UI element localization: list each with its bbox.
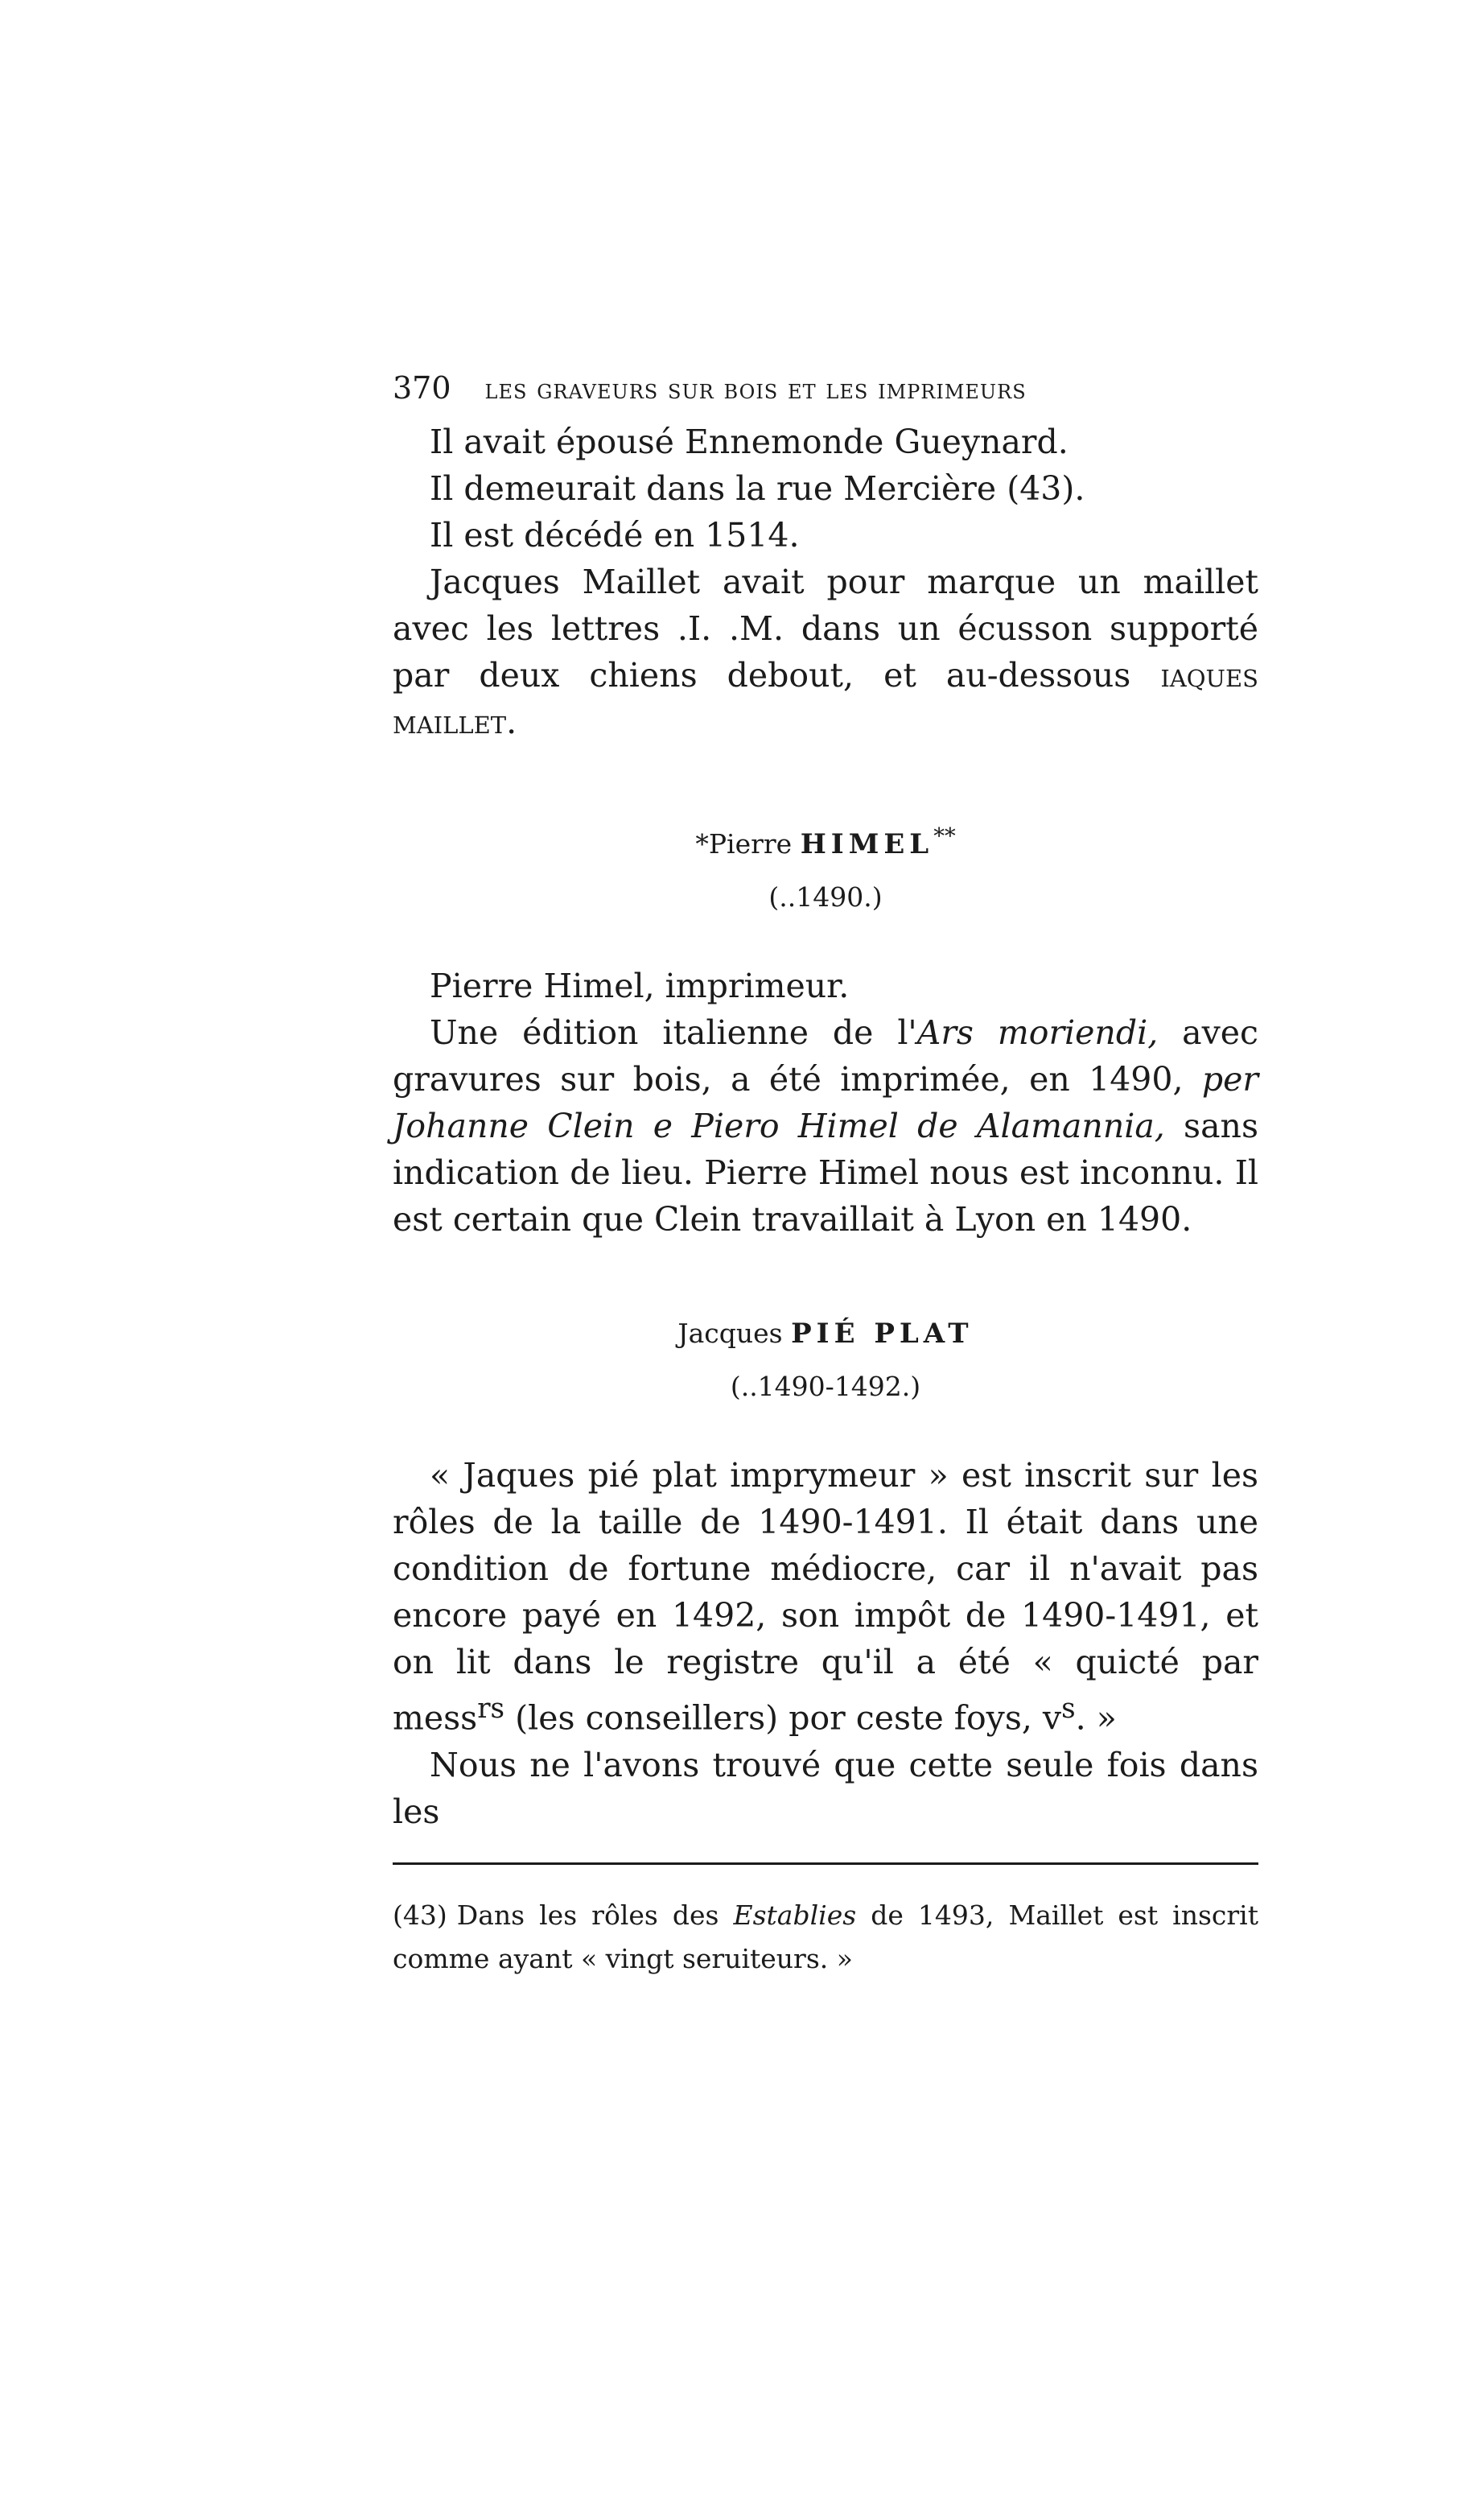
colophon-quote: per Johanne Clein e Piero Himel de Alamannia, [393,1060,1258,1145]
maillet-mark: Jacques Maillet avait pour marque un maillet avec les lettres .I. .M. dans un écusson supporté par deux chiens debout, et au-dessous iaques maillet. [393,563,1258,741]
himel-paragraph-2: Une édition italienne de l'Ars moriendi, avec gravures sur bois, a été imprimée, en 1490, per Johanne Clein e Piero Himel de Alamannia, sans indication de lieu. Pierre Himel nous est inconnu. Il est certain que Clein travaillait à Lyon en 1490. [393,1013,1258,1239]
pieplat-paragraph-1: « Jaques pié plat imprymeur » est inscrit sur les rôles de la taille de 1490-1491. Il était dans une condition de fortune médiocre, car il n'avait pas encore payé en 1492, son impôt de 1490-1491, et on lit dans le registre qu'il a été « quicté par mess$^{rs}$ (les conseillers) por ceste foys, $v^s$. » [393,1456,1258,1738]
himel-paragraph-1: Pierre Himel, imprimeur. [430,967,850,1005]
himel-dates: (..1490.) [768,881,883,913]
maillet-residence: Il demeurait dans la rue Mercière (43). [430,469,1085,508]
himel-heading [393,816,1258,864]
page-number: 370 [393,370,451,406]
pieplat-paragraph-2: Nous ne l'avons trouvé que cette seule fois dans les [393,1745,1258,1831]
running-head [393,370,1258,419]
maillet-spouse: Il avait épousé Ennemonde Gueynard. [430,423,1069,461]
himel-heading-suffix: ** [933,823,956,849]
pieplat-heading-surname: PIÉ PLAT [791,1318,974,1350]
footnote-rule [393,1862,1258,1865]
running-title: les graveurs sur bois et les imprimeurs [484,373,1027,406]
pieplat-heading-prefix: Jacques [677,1318,783,1349]
pieplat-dates: (..1490-1492.) [730,1371,921,1402]
himel-heading-surname: HIMEL [800,828,934,860]
footnote-number: (43) [393,1899,447,1931]
footnote-43: (43) Dans les rôles des Establies de 1493, Maillet est inscrit comme ayant « vingt seruiteurs. » [393,1899,1258,1974]
maillet-mark-caps: iaques maillet. [393,656,1258,741]
pieplat-heading [393,1314,1258,1354]
maillet-death: Il est décédé en 1514. [430,516,800,555]
establies-title: Establies [733,1899,857,1931]
himel-heading-prefix: *Pierre [695,828,793,860]
book-page [393,370,1258,2007]
ars-moriendi-title: Ars moriendi, [916,1013,1159,1052]
